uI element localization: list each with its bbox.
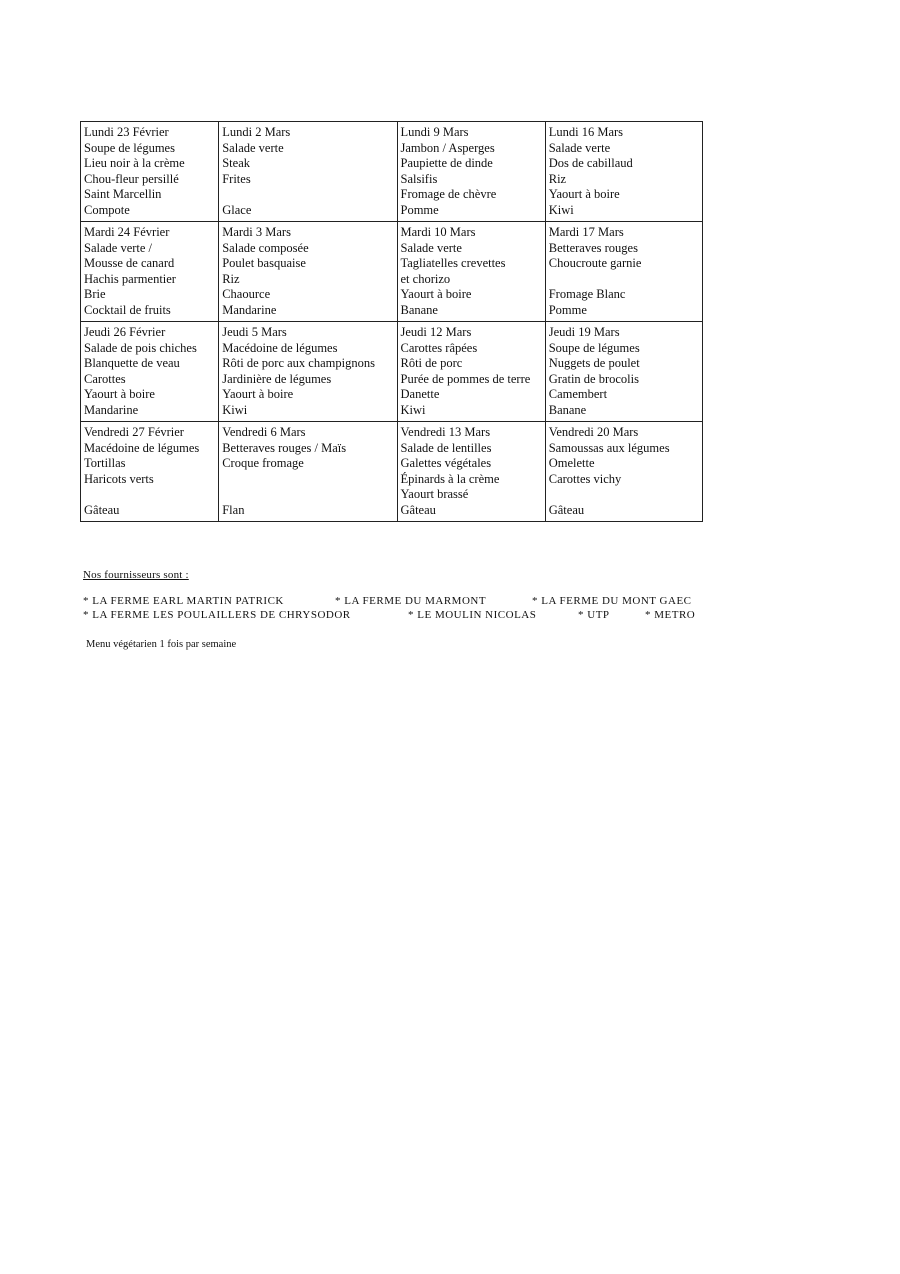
supplier-item: * LA FERME DU MONT GAEC [532, 595, 692, 607]
menu-day-date: Lundi 2 Mars [222, 125, 291, 139]
menu-day-date: Lundi 16 Mars [548, 125, 624, 139]
menu-dish [222, 487, 393, 503]
monday-row [81, 122, 703, 222]
menu-dish: Pomme [548, 302, 587, 317]
menu-dish: Salsifis [400, 171, 438, 186]
menu-cell-jeudi-26-fevrier [81, 322, 219, 422]
menu-dish: Chaource [222, 287, 271, 302]
menu-dish: Banane [548, 402, 587, 417]
menu-dish: Tagliatelles crevettes [400, 256, 506, 271]
menu-dish: Rôti de porc aux champignons [222, 356, 375, 371]
menu-dish: Betteraves rouges / Maïs [222, 440, 347, 455]
menu-cell-mardi-17-mars [545, 222, 702, 322]
menu-dish: Yaourt à boire [400, 287, 472, 302]
menu-dish: Salade de pois chiches [84, 340, 197, 355]
menu-day-date: Vendredi 27 Février [84, 425, 184, 439]
menu-day-date: Mardi 17 Mars [548, 225, 624, 239]
menu-dish: et chorizo [400, 271, 451, 286]
menu-day-date: Vendredi 20 Mars [548, 425, 639, 439]
menu-cell-mardi-10-mars [397, 222, 545, 322]
menu-cell-vendredi-6-mars [219, 422, 397, 522]
menu-dish: Saint Marcellin [84, 187, 162, 202]
menu-day-date: Lundi 23 Février [84, 125, 169, 139]
menu-dish: Pomme [400, 202, 439, 217]
menu-dish: Compote [84, 202, 130, 217]
menu-day-date: Mardi 24 Février [84, 225, 170, 239]
menu-dish: Lieu noir à la crème [84, 156, 185, 171]
menu-dish: Riz [222, 271, 240, 286]
supplier-item: * LA FERME EARL MARTIN PATRICK [83, 595, 284, 607]
menu-dish [222, 187, 393, 203]
menu-dish: Gâteau [548, 502, 585, 517]
menu-cell-lundi-2-mars [219, 122, 397, 222]
menu-dish [549, 272, 699, 288]
menu-dish: Carottes vichy [548, 471, 622, 486]
supplier-item: * UTP [578, 609, 610, 621]
menu-dish: Kiwi [400, 402, 426, 417]
weekly-menu-table [80, 121, 703, 522]
menu-cell-lundi-16-mars [545, 122, 702, 222]
menu-dish: Fromage de chèvre [400, 187, 497, 202]
menu-dish: Croque fromage [222, 456, 304, 471]
menu-cell-vendredi-27-fevrier [81, 422, 219, 522]
menu-dish: Salade de lentilles [400, 440, 492, 455]
menu-dish: Jardinière de légumes [222, 371, 332, 386]
menu-cell-vendredi-13-mars [397, 422, 545, 522]
menu-dish: Samoussas aux légumes [548, 440, 670, 455]
menu-cell-jeudi-5-mars [219, 322, 397, 422]
menu-cell-vendredi-20-mars [545, 422, 702, 522]
menu-dish: Steak [222, 156, 250, 171]
menu-day-date: Jeudi 26 Février [84, 325, 166, 339]
menu-dish: Fromage Blanc [548, 287, 626, 302]
menu-dish [84, 487, 215, 503]
supplier-item: * LA FERME LES POULAILLERS DE CHRYSODOR [83, 609, 351, 621]
menu-dish: Paupiette de dinde [400, 156, 493, 171]
menu-day-date: Vendredi 13 Mars [400, 425, 491, 439]
menu-dish: Banane [400, 302, 438, 317]
menu-dish: Macédoine de légumes [84, 440, 200, 455]
menu-dish: Danette [400, 387, 440, 402]
menu-cell-jeudi-12-mars [397, 322, 545, 422]
menu-dish: Gâteau [84, 502, 120, 517]
menu-cell-lundi-9-mars [397, 122, 545, 222]
friday-row [81, 422, 703, 522]
supplier-item: * LE MOULIN NICOLAS [408, 609, 537, 621]
menu-dish: Frites [222, 171, 251, 186]
menu-dish: Macédoine de légumes [222, 340, 338, 355]
menu-dish: Purée de pommes de terre [400, 371, 531, 386]
menu-dish: Carottes [84, 371, 126, 386]
menu-dish: Camembert [548, 387, 608, 402]
menu-dish: Mousse de canard [84, 256, 175, 271]
menu-cell-lundi-23-fevrier [81, 122, 219, 222]
menu-dish: Dos de cabillaud [548, 156, 633, 171]
menu-day-date: Jeudi 5 Mars [222, 325, 287, 339]
menu-dish: Yaourt à boire [84, 387, 155, 402]
menu-cell-jeudi-19-mars [545, 322, 702, 422]
menu-dish: Soupe de légumes [548, 340, 640, 355]
menu-dish: Tortillas [84, 456, 126, 471]
menu-dish: Flan [222, 502, 245, 517]
menu-dish: Yaourt brassé [400, 487, 469, 502]
menu-dish [222, 472, 393, 488]
menu-dish: Gâteau [400, 502, 436, 517]
menu-dish: Mandarine [222, 302, 277, 317]
menu-dish: Betteraves rouges [548, 240, 638, 255]
menu-day-date: Mardi 10 Mars [400, 225, 476, 239]
menu-cell-mardi-3-mars [219, 222, 397, 322]
menu-day-date: Lundi 9 Mars [400, 125, 469, 139]
menu-dish: Haricots verts [84, 471, 154, 486]
supplier-item: * METRO [645, 609, 696, 621]
menu-day-date: Mardi 3 Mars [222, 225, 291, 239]
menu-dish: Rôti de porc [400, 356, 463, 371]
vegetarian-menu-note: Menu végétarien 1 fois par semaine [86, 639, 237, 650]
menu-dish: Chou-fleur persillé [84, 171, 179, 186]
suppliers-title: Nos fournisseurs sont : [83, 569, 189, 581]
menu-dish: Cocktail de fruits [84, 302, 171, 317]
menu-dish: Kiwi [548, 202, 574, 217]
menu-dish: Salade verte [222, 140, 284, 155]
menu-day-date: Jeudi 12 Mars [400, 325, 472, 339]
menu-dish: Salade verte / [84, 240, 153, 255]
menu-dish: Glace [222, 202, 252, 217]
menu-dish: Riz [548, 171, 567, 186]
menu-dish: Yaourt à boire [548, 187, 620, 202]
menu-dish: Épinards à la crème [400, 471, 500, 486]
menu-dish: Omelette [548, 456, 595, 471]
menu-dish: Salade verte [400, 240, 462, 255]
menu-dish: Gratin de brocolis [548, 371, 639, 386]
menu-dish [549, 487, 699, 503]
menu-dish: Soupe de légumes [84, 140, 175, 155]
thursday-row [81, 322, 703, 422]
menu-dish: Mandarine [84, 402, 139, 417]
menu-dish: Nuggets de poulet [548, 356, 640, 371]
tuesday-row [81, 222, 703, 322]
menu-dish: Brie [84, 287, 106, 302]
menu-dish: Salade verte [548, 140, 611, 155]
menu-day-date: Vendredi 6 Mars [222, 425, 306, 439]
menu-dish: Hachis parmentier [84, 271, 176, 286]
menu-dish: Yaourt à boire [222, 387, 294, 402]
menu-cell-mardi-24-fevrier [81, 222, 219, 322]
menu-dish: Carottes râpées [400, 340, 478, 355]
menu-day-date: Jeudi 19 Mars [548, 325, 620, 339]
menu-dish: Choucroute garnie [548, 256, 642, 271]
menu-dish: Jambon / Asperges [400, 140, 495, 155]
supplier-item: * LA FERME DU MARMONT [335, 595, 487, 607]
menu-dish: Blanquette de veau [84, 356, 180, 371]
menu-dish: Salade composée [222, 240, 309, 255]
menu-dish: Kiwi [222, 402, 248, 417]
menu-dish: Poulet basquaise [222, 256, 306, 271]
menu-dish: Galettes végétales [400, 456, 492, 471]
